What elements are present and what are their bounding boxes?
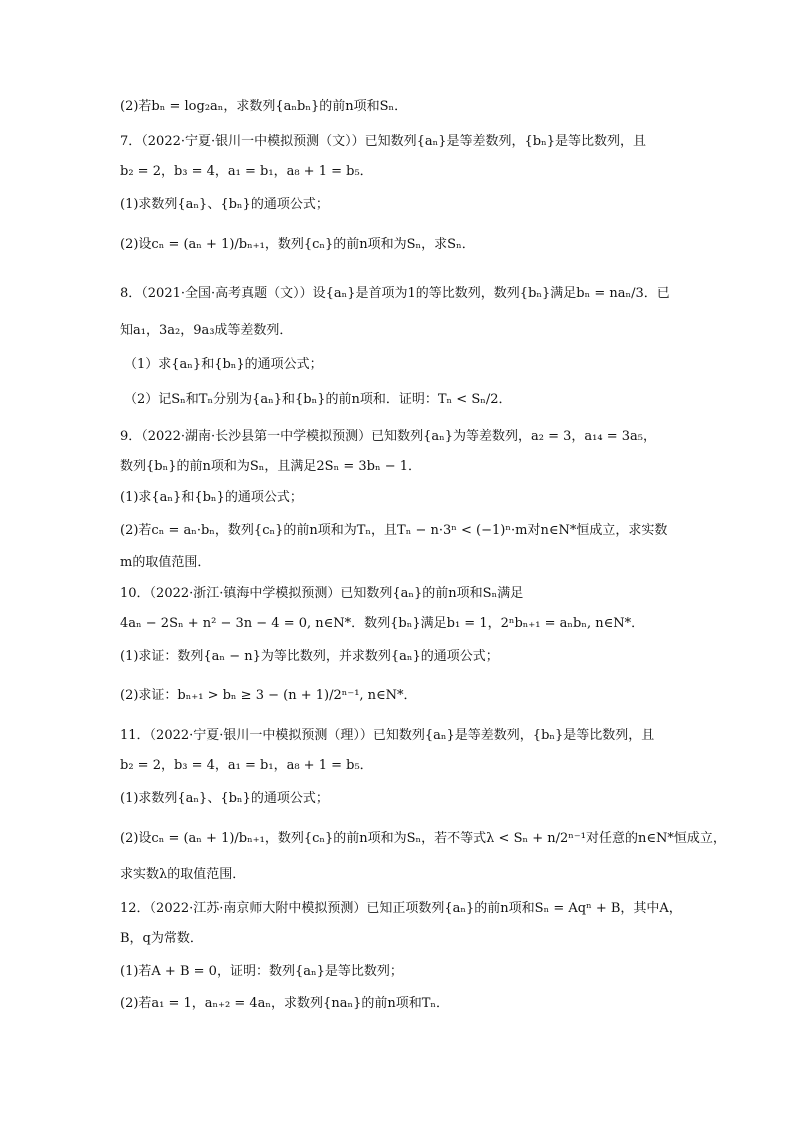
- text-line: (1)若A + B = 0，证明：数列{aₙ}是等比数列；: [120, 964, 403, 979]
- problem-9-heading: 9．（2022·湖南·长沙县第一中学模拟预测）已知数列{aₙ}为等差数列，a₂ = 3，a₁₄ = 3a₅，: [120, 429, 656, 444]
- text-line: (2)若cₙ = aₙ·bₙ，数列{cₙ}的前n项和为Tₙ，且Tₙ − n·3ⁿ < (−1)ⁿ·m对n∈N*恒成立，求实数: [120, 523, 668, 538]
- text-line: b₂ = 2，b₃ = 4，a₁ = b₁，a₈ + 1 = b₅．: [120, 758, 373, 773]
- text-line: (2)设cₙ = (aₙ + 1)/bₙ₊₁，数列{cₙ}的前n项和为Sₙ，若不等式λ < Sₙ + n/2ⁿ⁻¹对任意的n∈N*恒成立，: [120, 831, 726, 846]
- problem-12-heading: 12．（2022·江苏·南京师大附中模拟预测）已知正项数列{aₙ}的前n项和Sₙ = Aqⁿ + B，其中A，: [120, 901, 682, 916]
- problem-7-heading: 7．（2022·宁夏·银川一中模拟预测（文））已知数列{aₙ}是等差数列，{bₙ}是等比数列，且: [120, 134, 647, 149]
- problem-11-heading: 11．（2022·宁夏·银川一中模拟预测（理））已知数列{aₙ}是等差数列，{bₙ}是等比数列，且: [120, 728, 655, 743]
- text-line: B，q为常数．: [120, 931, 203, 946]
- text-line: (1)求数列{aₙ}、{bₙ}的通项公式；: [120, 791, 329, 806]
- text-line: b₂ = 2，b₃ = 4，a₁ = b₁，a₈ + 1 = b₅．: [120, 164, 373, 179]
- text-line: (1)求{aₙ}和{bₙ}的通项公式；: [120, 490, 303, 505]
- text-line: （2）记Sₙ和Tₙ分别为{aₙ}和{bₙ}的前n项和．证明：Tₙ < Sₙ/2．: [124, 392, 512, 407]
- text-line: (2)若bₙ = log₂aₙ，求数列{aₙbₙ}的前n项和Sₙ．: [120, 99, 408, 114]
- problem-10-heading: 10．（2022·浙江·镇海中学模拟预测）已知数列{aₙ}的前n项和Sₙ满足: [120, 586, 524, 601]
- text-line: 数列{bₙ}的前n项和为Sₙ，且满足2Sₙ = 3bₙ − 1．: [120, 459, 421, 474]
- text-line: (2)求证：bₙ₊₁ > bₙ ≥ 3 − (n + 1)/2ⁿ⁻¹, n∈N*．: [120, 688, 417, 703]
- text-line: 知a₁，3a₂，9a₃成等差数列．: [120, 323, 293, 338]
- text-line: 4aₙ − 2Sₙ + n² − 3n − 4 = 0, n∈N*．数列{bₙ}满足b₁ = 1，2ⁿbₙ₊₁ = aₙbₙ, n∈N*．: [120, 616, 645, 631]
- text-line: (1)求证：数列{aₙ − n}为等比数列，并求数列{aₙ}的通项公式；: [120, 649, 499, 664]
- text-line: (1)求数列{aₙ}、{bₙ}的通项公式；: [120, 197, 329, 212]
- text-line: (2)设cₙ = (aₙ + 1)/bₙ₊₁，数列{cₙ}的前n项和为Sₙ，求Sₙ．: [120, 237, 475, 252]
- problem-8-heading: 8．（2021·全国·高考真题（文））设{aₙ}是首项为1的等比数列，数列{bₙ}满足bₙ = naₙ/3．已: [120, 286, 670, 301]
- text-line: 求实数λ的取值范围．: [120, 867, 246, 882]
- text-line: (2)若a₁ = 1，aₙ₊₂ = 4aₙ，求数列{naₙ}的前n项和Tₙ．: [120, 996, 450, 1011]
- text-line: （1）求{aₙ}和{bₙ}的通项公式；: [124, 357, 323, 372]
- text-line: m的取值范围．: [120, 555, 211, 570]
